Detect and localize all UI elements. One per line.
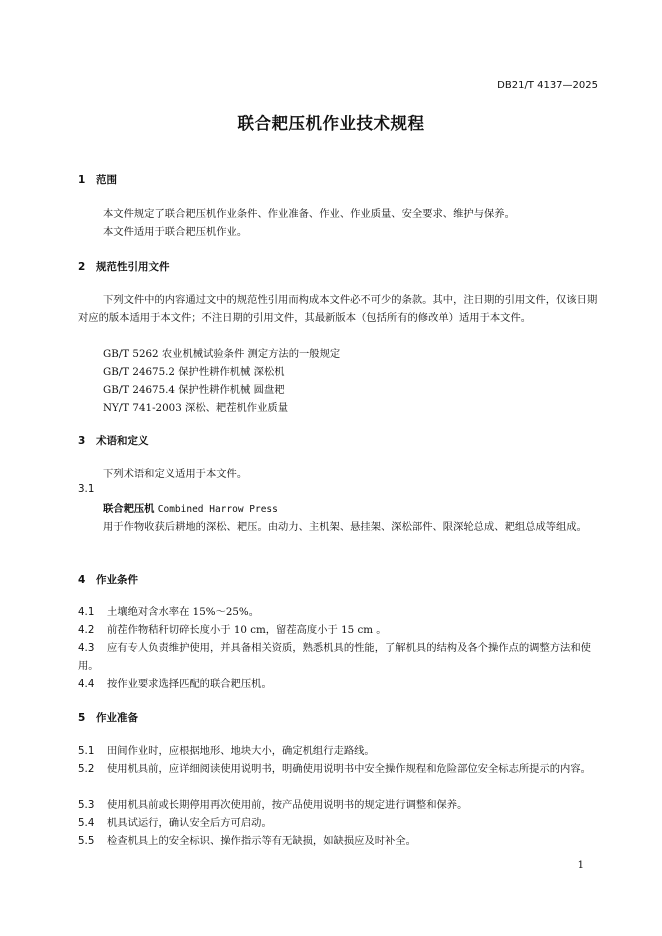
section-4-number: 4 (78, 574, 86, 586)
term-entry (103, 500, 278, 515)
clause-item (78, 621, 600, 639)
section-1-paragraph-1: 本文件规定了联合耙压机作业条件、作业准备、作业、作业质量、安全要求、维护与保养。 (103, 208, 515, 220)
clause-number: 4.2 (78, 624, 95, 636)
clause-item (78, 760, 600, 778)
clause-item (78, 796, 600, 814)
section-3-intro: 下列术语和定义适用于本文件。 (103, 468, 248, 480)
clause-text: 机具试运行，确认安全后方可启动。 (107, 817, 272, 829)
section-3-title: 术语和定义 (96, 435, 149, 447)
section-5-title: 作业准备 (96, 712, 138, 724)
term-definition: 用于作物收获后耕地的深松、耙压。由动力、主机架、悬挂架、深松部件、限深轮总成、耙组总成等组成。 (103, 521, 587, 533)
section-3-heading (78, 433, 149, 448)
section-5-number: 5 (78, 712, 86, 724)
reference-item: GB/T 5262 农业机械试验条件 测定方法的一般规定 (103, 348, 341, 360)
page-number: 1 (577, 860, 584, 871)
clause-number: 5.4 (78, 817, 95, 829)
term-english: Combined Harrow Press (157, 504, 278, 515)
section-2-title: 规范性引用文件 (96, 261, 170, 273)
section-4-title: 作业条件 (96, 574, 138, 586)
reference-item: GB/T 24675.4 保护性耕作机械 圆盘耙 (103, 384, 285, 396)
document-title: 联合耙压机作业技术规程 (237, 114, 425, 133)
clause-text: 使用机具前，应详细阅读使用说明书，明确使用说明书中安全操作规程和危险部位安全标志所提示的内容。 (107, 763, 591, 775)
clause-item (78, 832, 600, 850)
section-1-paragraph-2: 本文件适用于联合耙压机作业。 (103, 226, 248, 238)
section-2-intro: 下列文件中的内容通过文中的规范性引用而构成本文件必不可少的条款。其中，注日期的引用文件，仅该日期对应的版本适用于本文件；不注日期的引用文件，其最新版本（包括所有的修改单）适用于本文件。 (78, 294, 598, 324)
section-2-heading (78, 259, 170, 274)
clause-item (78, 603, 600, 621)
standard-number: DB21/T 4137—2025 (497, 80, 598, 91)
section-3-number: 3 (78, 435, 86, 447)
clause-number: 5.2 (78, 763, 95, 775)
clause-item (78, 742, 600, 760)
reference-item: NY/T 741-2003 深松、耙茬机作业质量 (103, 402, 288, 414)
clause-number: 4.3 (78, 642, 95, 654)
clause-text: 检查机具上的安全标识、操作指示等有无缺损，如缺损应及时补全。 (107, 835, 416, 847)
clause-text: 土壤绝对含水率在 15%～25%。 (107, 606, 260, 618)
section-5-heading (78, 710, 138, 725)
clause-item (78, 639, 600, 675)
section-4-heading (78, 572, 138, 587)
clause-text: 应有专人负责维护使用，并具备相关资质，熟悉机具的性能，了解机具的结构及各个操作点的调整方法和使用。 (78, 642, 591, 672)
term-chinese: 联合耙压机 (103, 503, 155, 515)
clause-item (78, 675, 600, 693)
clause-number: 4.4 (78, 678, 95, 690)
clause-number: 5.1 (78, 745, 95, 757)
clause-text: 使用机具前或长期停用再次使用前，按产品使用说明书的规定进行调整和保养。 (107, 799, 468, 811)
clause-number: 4.1 (78, 606, 95, 618)
reference-item: GB/T 24675.2 保护性耕作机械 深松机 (103, 366, 285, 378)
clause-text: 按作业要求选择匹配的联合耙压机。 (107, 678, 272, 690)
clause-item (78, 814, 600, 832)
clause-text: 前茬作物秸秆切碎长度小于 10 cm，留茬高度小于 15 cm 。 (107, 624, 387, 636)
section-2-number: 2 (78, 261, 86, 273)
section-1-number: 1 (78, 174, 86, 186)
clause-text: 田间作业时，应根据地形、地块大小，确定机组行走路线。 (107, 745, 375, 757)
section-1-heading (78, 172, 117, 187)
clause-number: 5.3 (78, 799, 95, 811)
clause-number: 5.5 (78, 835, 95, 847)
section-1-title: 范围 (96, 174, 117, 186)
term-number: 3.1 (78, 483, 95, 495)
